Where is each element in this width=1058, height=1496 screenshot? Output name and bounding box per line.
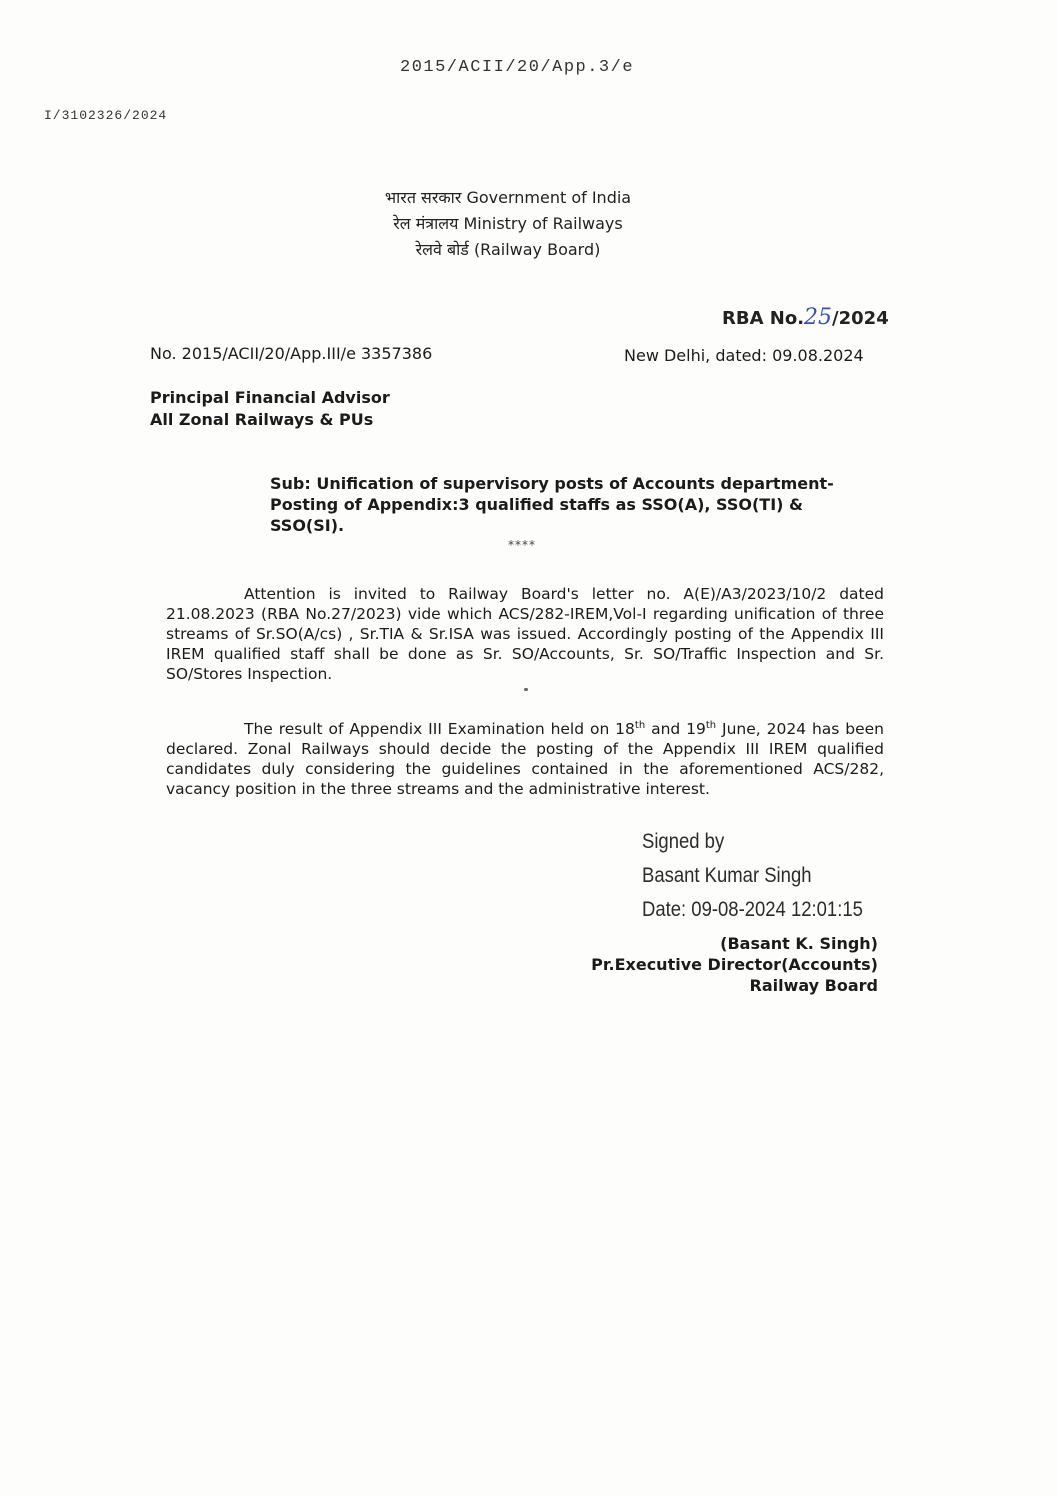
signatory-name: (Basant K. Singh) xyxy=(720,934,878,953)
file-reference: 2015/ACII/20/App.3/e xyxy=(400,58,635,77)
scan-speck xyxy=(524,688,528,691)
rba-handwritten-number: 25 xyxy=(804,305,833,330)
subject-line-1: Sub: Unification of supervisory posts of Accounts department- xyxy=(270,474,834,493)
body-paragraph-1: Attention is invited to Railway Board's letter no. A(E)/A3/2023/10/2 dated 21.08.2023 (RBA No.27/2023) vide which ACS/282-IREM,Vol-I regarding unification of three streams of Sr.SO(A/cs) , Sr.TIA & Sr.ISA was issued. Accordingly posting of the Appendix III IREM qualified staff shall be done as Sr. SO/Accounts, Sr. SO/Traffic Inspection and Sr. SO/Stores Inspection. xyxy=(166,585,884,683)
digital-signature-date: Date: 09-08-2024 12:01:15 xyxy=(642,898,863,921)
para2-text-c: June, 2024 has been declared. Zonal Railways should decide the posting of the Appendix III IREM qualified candidates duly considering the guidelines contained in the aforementioned ACS/282, vacancy position in the three streams and the administrative interest. xyxy=(166,720,884,799)
subject-line-2: Posting of Appendix:3 qualified staffs as SSO(A), SSO(TI) & xyxy=(270,495,803,514)
rba-label: RBA No. xyxy=(722,308,805,329)
digital-signature-label: Signed by xyxy=(642,830,725,853)
para2-sup-1: th xyxy=(634,720,646,731)
para2-sup-2: th xyxy=(705,720,717,731)
document-id: I/3102326/2024 xyxy=(44,108,168,123)
addressee-line-1: Principal Financial Advisor xyxy=(150,388,390,407)
subject-line-3: SSO(SI). xyxy=(270,516,345,535)
header-ministry: रेल मंत्रालय Ministry of Railways xyxy=(393,214,623,233)
para2-text-a: The result of Appendix III Examination held on 18 xyxy=(244,720,635,739)
letter-reference-number: No. 2015/ACII/20/App.III/e 3357386 xyxy=(150,344,433,363)
rba-year: /2024 xyxy=(832,308,889,329)
subject-separator: **** xyxy=(508,538,536,552)
para2-text-b: and 19 xyxy=(645,720,706,739)
header-government: भारत सरकार Government of India xyxy=(384,188,632,207)
signatory-office: Railway Board xyxy=(749,976,878,995)
digital-signature-name: Basant Kumar Singh xyxy=(642,864,812,887)
addressee-line-2: All Zonal Railways & PUs xyxy=(150,410,374,429)
letter-date: New Delhi, dated: 09.08.2024 xyxy=(624,346,864,365)
rba-number xyxy=(722,305,889,330)
body-paragraph-2 xyxy=(166,716,884,799)
subject xyxy=(270,473,890,536)
header-board: रेलवे बोर्ड (Railway Board) xyxy=(415,240,601,259)
signatory-designation: Pr.Executive Director(Accounts) xyxy=(591,955,878,974)
